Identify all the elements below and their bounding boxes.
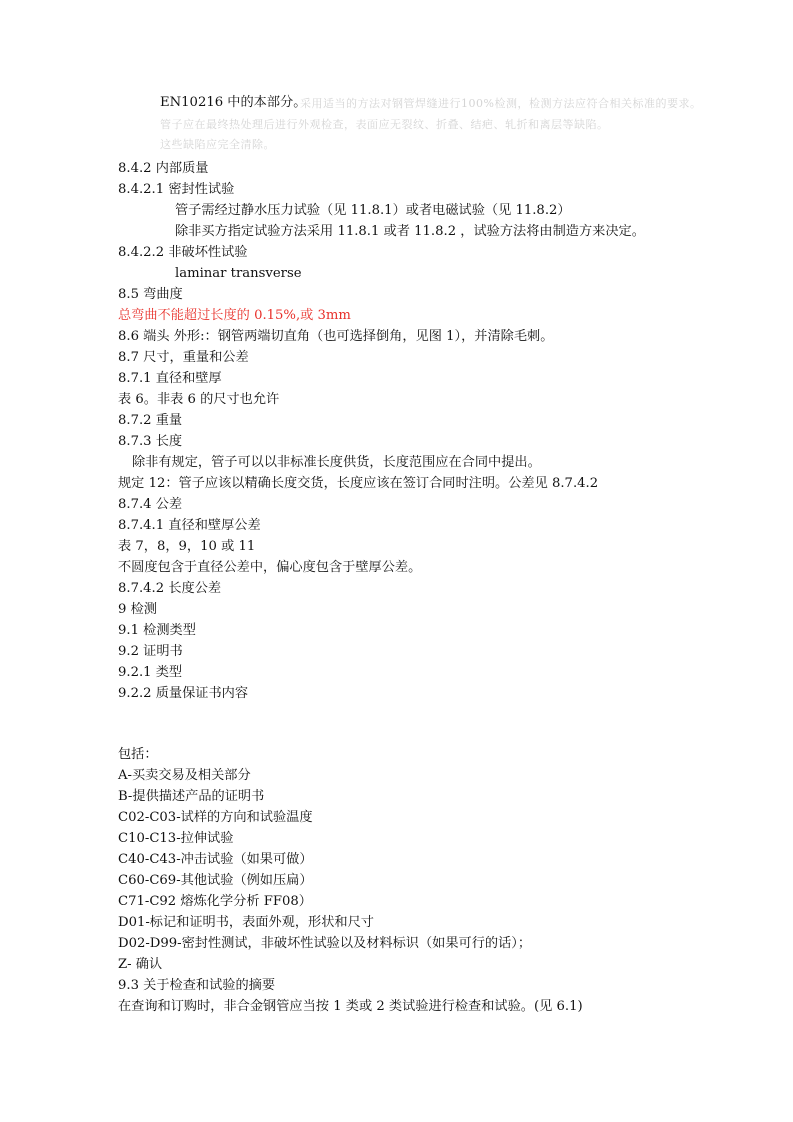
faded-text: 采用适当的方法对钢管焊缝进行100%检测，检测方法应符合相关标准的要求。	[300, 97, 702, 110]
list-item: C02-C03-试样的方向和试验温度	[118, 810, 313, 825]
section-heading: 9.1 检测类型	[118, 623, 196, 638]
text-line: 除非有规定，管子可以以非标准长度供货，长度范围应在合同中提出。	[132, 455, 541, 470]
text-line: 包括：	[118, 747, 158, 762]
section-heading: 8.4.2.2 非破坏性试验	[118, 245, 248, 260]
section-heading: 8.7.1 直径和壁厚	[118, 371, 222, 386]
list-item: D01-标记和证明书，表面外观，形状和尺寸	[118, 915, 374, 930]
faded-text: 这些缺陷应完全清除。	[160, 138, 275, 151]
section-heading: 8.7.4.2 长度公差	[118, 581, 222, 596]
highlighted-text: 总弯曲不能超过长度的 0.15%,或 3mm	[118, 308, 351, 323]
section-heading: 8.7.2 重量	[118, 413, 183, 428]
section-heading: 8.7.4.1 直径和壁厚公差	[118, 518, 261, 533]
section-heading: 8.7 尺寸，重量和公差	[118, 350, 249, 365]
text-line: 规定 12：管子应该以精确长度交货，长度应该在签订合同时注明。公差见 8.7.4.2	[118, 476, 599, 491]
list-item: C10-C13-拉伸试验	[118, 831, 234, 846]
list-item: Z- 确认	[118, 957, 163, 972]
section-heading: 8.4.2.1 密封性试验	[118, 182, 235, 197]
section-heading: 8.7.3 长度	[118, 434, 183, 449]
list-item: C60-C69-其他试验（例如压扁）	[118, 873, 313, 888]
text-line: 管子需经过静水压力试验（见 11.8.1）或者电磁试验（见 11.8.2）	[175, 203, 571, 218]
list-item: D02-D99-密封性测试，非破坏性试验以及材料标识（如果可行的话）；	[118, 936, 532, 951]
text-line: 除非买方指定试验方法采用 11.8.1 或者 11.8.2 ，试验方法将由制造方来决定。	[175, 224, 645, 239]
list-item: C71-C92 熔炼化学分析 FF08）	[118, 894, 312, 909]
faded-text: 管子应在最终热处理后进行外观检查，表面应无裂纹、折叠、结疤、轧折和离层等缺陷。	[160, 118, 609, 131]
text-line: 表 6。非表 6 的尺寸也允许	[118, 392, 280, 407]
text-line: EN10216 中的本部分。	[160, 95, 307, 110]
section-heading: 8.7.4 公差	[118, 497, 183, 512]
text-line: 不圆度包含于直径公差中，偏心度包含于壁厚公差。	[118, 560, 422, 575]
section-heading: 9 检测	[118, 602, 157, 617]
text-line: laminar transverse	[175, 266, 302, 281]
section-heading: 8.5 弯曲度	[118, 287, 183, 302]
list-item: C40-C43-冲击试验（如果可做）	[118, 852, 313, 867]
section-heading: 9.2.1 类型	[118, 665, 183, 680]
section-heading: 9.2 证明书	[118, 644, 183, 659]
text-line: 8.6 端头 外形:：钢管两端切直角（也可选择倒角，见图 1），并清除毛刺。	[118, 329, 554, 344]
text-line: 表 7，8，9，10 或 11	[118, 539, 256, 554]
text-line: 在查询和订购时，非合金钢管应当按 1 类或 2 类试验进行检查和试验。(见 6.1)	[118, 999, 583, 1014]
list-item: A-买卖交易及相关部分	[118, 768, 251, 783]
section-heading: 9.2.2 质量保证书内容	[118, 686, 249, 701]
section-heading: 9.3 关于检查和试验的摘要	[118, 978, 276, 993]
section-heading: 8.4.2 内部质量	[118, 161, 209, 176]
list-item: B-提供描述产品的证明书	[118, 789, 265, 804]
